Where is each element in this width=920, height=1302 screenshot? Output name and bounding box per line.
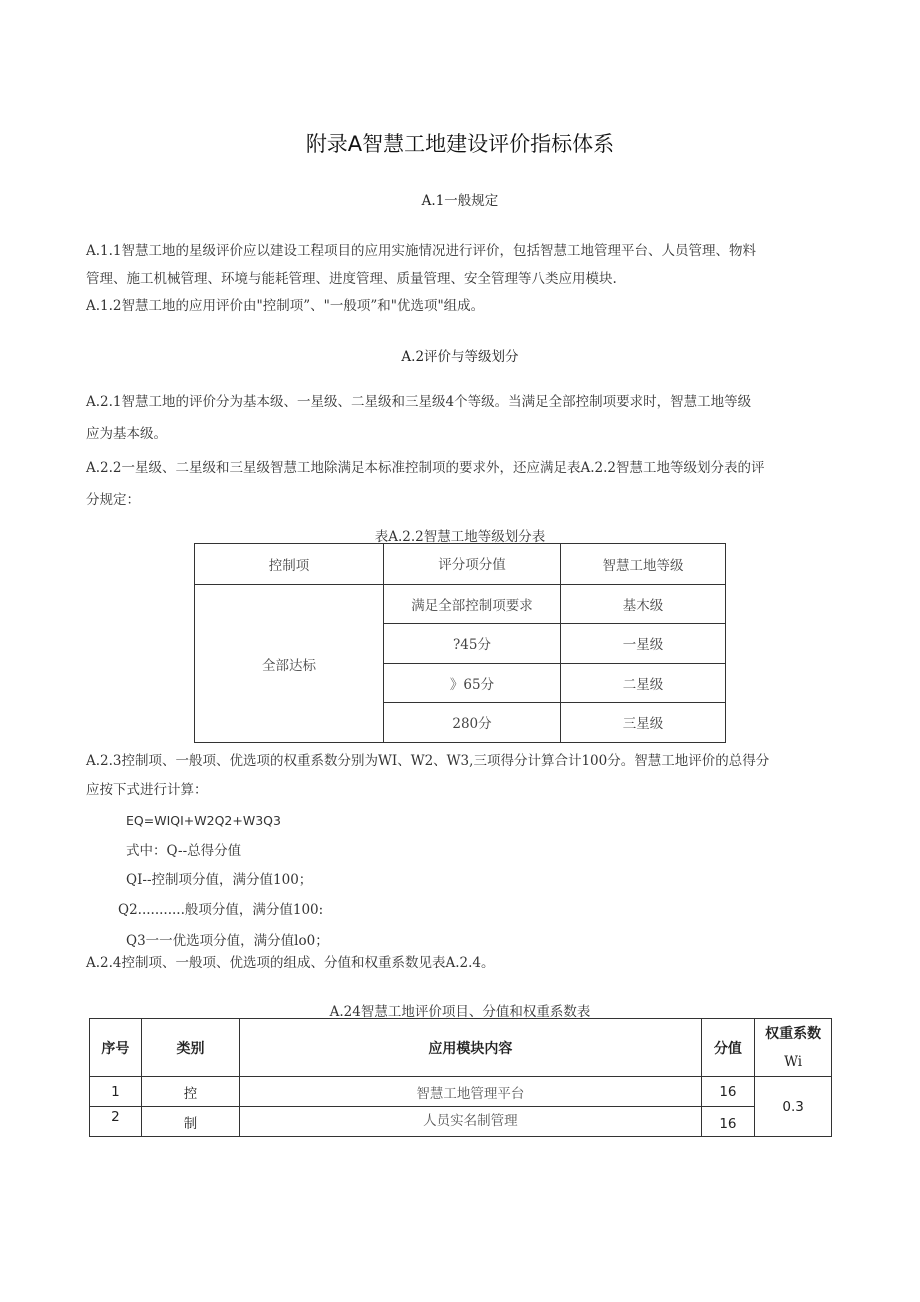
weight-cell: 0.3 [755, 1077, 832, 1137]
formula-where: 式中：Q--总得分值 [126, 843, 242, 859]
score-cell: 280分 [384, 703, 561, 743]
score-cell: 满足全部控制项要求 [384, 585, 561, 624]
section-heading-a2: A.2评价与等级划分 [401, 349, 519, 365]
paragraph-a2-2-line1: A.2.2一星级、二星级和三星级智慧工地除满足本标准控制项的要求外，还应满足表A.2.2智慧工地等级划分表的评 [86, 460, 765, 476]
row-no: 1 [90, 1077, 142, 1107]
score-cell: ?45分 [384, 624, 561, 664]
header-content: 应用模块内容 [240, 1019, 701, 1077]
header-score: 评分项分值 [384, 544, 561, 585]
table-header-row [90, 1019, 832, 1077]
formula: EQ=WIQI+W2Q2+W3Q3 [126, 813, 281, 828]
paragraph-a2-3-line2: 应按下式进行计算： [86, 782, 208, 798]
header-level: 智慧工地等级 [561, 544, 726, 585]
level-cell: 一星级 [561, 624, 726, 664]
header-weight-symbol: Wi [784, 1053, 803, 1070]
level-cell: 三星级 [561, 703, 726, 743]
table-header-row [195, 544, 726, 585]
row-category: 控 [141, 1077, 239, 1107]
row-score: 16 [701, 1107, 755, 1137]
score-cell: 》65分 [384, 664, 561, 703]
paragraph-a1-1-line1: A.1.1智慧工地的星级评价应以建设工程项目的应用实施情况进行评价，包括智慧工地管理平台、人员管理、物料 [86, 243, 757, 259]
paragraph-a2-4: A.2.4控制项、一般项、优选项的组成、分值和权重系数见表A.2.4。 [86, 955, 495, 971]
paragraph-a1-1-line2: 管理、施工机械管理、环境与能耗管理、进度管理、质量管理、安全管理等八类应用模块. [86, 271, 617, 287]
row-no: 2 [90, 1107, 142, 1137]
paragraph-a2-1-line1: A.2.1智慧工地的评价分为基本级、一星级、二星级和三星级4个等级。当满足全部控制项要求时，智慧工地等级 [86, 394, 752, 410]
table2-caption: A.24智慧工地评价项目、分值和权重系数表 [329, 1004, 591, 1020]
row-score: 16 [701, 1077, 755, 1107]
paragraph-a2-1-line2: 应为基本级。 [86, 426, 167, 442]
level-cell: 二星级 [561, 664, 726, 703]
row-category: 制 [141, 1107, 239, 1137]
evaluation-table [89, 1018, 832, 1137]
page-title: 附录A智慧工地建设评价指标体系 [305, 132, 615, 156]
formula-q1: QI--控制项分值，满分值100； [126, 872, 313, 888]
row-content: 智慧工地管理平台 [240, 1077, 701, 1107]
table1-caption: 表A.2.2智慧工地等级划分表 [374, 529, 546, 545]
level-cell: 基木级 [561, 585, 726, 624]
table-row [195, 585, 726, 624]
table-row [90, 1077, 832, 1107]
paragraph-a2-2-line2: 分规定： [86, 492, 140, 508]
table-row [90, 1107, 832, 1137]
paragraph-a1-2: A.1.2智慧工地的应用评价由"控制项”、"一般项”和"优选项"组成。 [86, 298, 485, 314]
paragraph-a2-3-line1: A.2.3控制项、一般项、优选项的权重系数分别为WI、W2、W3,三项得分计算合计100分。智慧工地评价的总得分 [86, 753, 770, 769]
header-weight [755, 1019, 832, 1077]
row-content: 人员实名制管理 [240, 1107, 701, 1137]
header-no: 序号 [90, 1019, 142, 1077]
formula-q3: Q3一一优选项分值，满分值lo0； [126, 933, 329, 949]
header-score: 分值 [701, 1019, 755, 1077]
header-category: 类别 [141, 1019, 239, 1077]
header-control-item: 控制项 [195, 544, 384, 585]
section-heading-a1: A.1一般规定 [421, 193, 499, 209]
merged-cell-all-pass: 全部达标 [195, 585, 384, 743]
formula-q2: Q2...........般项分值，满分值100: [118, 902, 324, 918]
header-weight-label: 权重系数 [765, 1025, 822, 1042]
grade-table [194, 543, 726, 743]
